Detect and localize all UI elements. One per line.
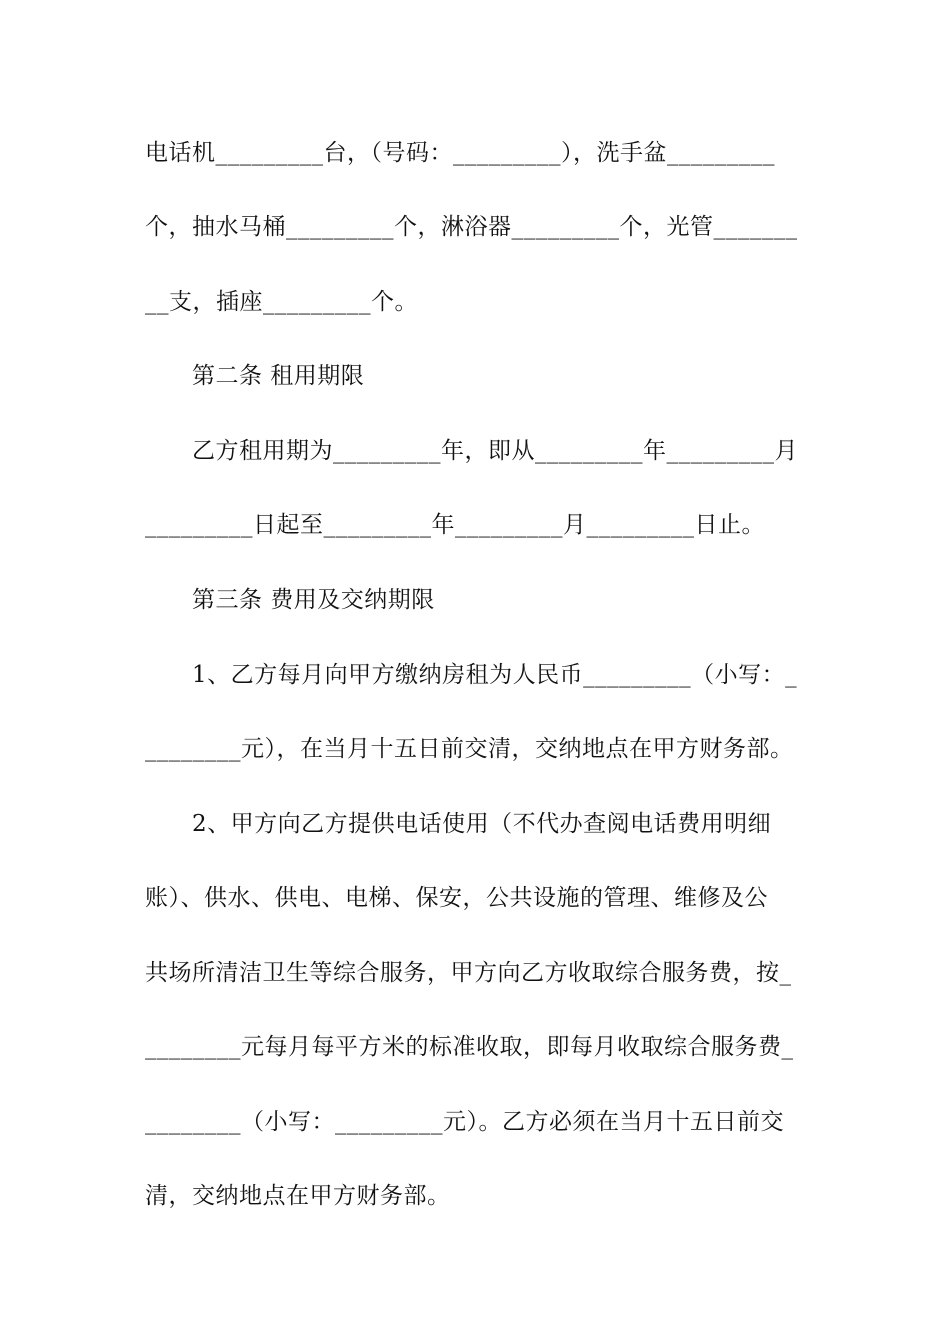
section-heading-term: 第二条 租用期限 (192, 363, 365, 389)
text-line-service-4: ________元每月每平方米的标准收取，即每月收取综合服务费_ (145, 1034, 794, 1060)
text-line-rent-1: 1、乙方每月向甲方缴纳房租为人民币_________（小写：_ (192, 662, 798, 688)
text-line-rent-2: ________元），在当月十五日前交清，交纳地点在甲方财务部。 (145, 736, 794, 762)
text-line-service-1: 2、甲方向乙方提供电话使用（不代办查阅电话费用明细 (192, 811, 772, 837)
text-line-term-1: 乙方租用期为_________年，即从_________年_________月 (192, 438, 798, 464)
text-line-service-6: 清，交纳地点在甲方财务部。 (145, 1183, 451, 1209)
text-line-service-5: ________（小写：_________元）。乙方必须在当月十五日前交 (145, 1109, 784, 1135)
text-line-equipment-1: 电话机_________台，（号码：_________），洗手盆_________ (145, 140, 775, 166)
text-line-term-2: _________日起至_________年_________月_________日止。 (145, 512, 765, 538)
text-line-equipment-2: 个，抽水马桶_________个，淋浴器_________个，光管_______ (145, 214, 798, 240)
text-line-service-2: 账）、供水、供电、电梯、保安，公共设施的管理、维修及公 (145, 885, 768, 911)
section-heading-fees: 第三条 费用及交纳期限 (192, 587, 435, 613)
text-line-service-3: 共场所清洁卫生等综合服务，甲方向乙方收取综合服务费，按_ (145, 960, 792, 986)
text-line-equipment-3: __支，插座_________个。 (145, 289, 418, 315)
